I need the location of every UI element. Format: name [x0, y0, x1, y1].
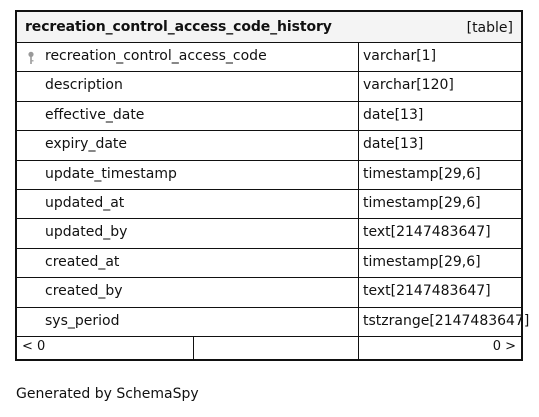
table-header — [17, 12, 521, 43]
column-name: created_by — [45, 283, 123, 300]
column-type-cell — [359, 102, 521, 130]
footer-spacer-cell — [194, 337, 359, 359]
table-type-label: [table] — [466, 20, 513, 36]
column-name-cell — [17, 249, 359, 277]
column-name-cell — [17, 161, 359, 189]
generator-note: Generated by SchemaSpy — [16, 386, 199, 402]
column-name-cell — [17, 190, 359, 218]
column-type: timestamp[29,6] — [363, 253, 481, 270]
column-row — [17, 249, 521, 278]
key-icon — [27, 51, 35, 65]
column-name: description — [45, 77, 123, 94]
column-row — [17, 72, 521, 101]
column-row — [17, 278, 521, 307]
column-row — [17, 102, 521, 131]
column-name: expiry_date — [45, 136, 128, 153]
parent-count-cell — [17, 337, 194, 359]
column-row — [17, 161, 521, 190]
column-row — [17, 43, 521, 72]
column-type: varchar[120] — [363, 77, 454, 94]
table-title: recreation_control_access_code_history — [25, 19, 332, 35]
child-count: 0 > — [492, 339, 516, 354]
column-type-cell — [359, 72, 521, 100]
column-type: tstzrange[2147483647] — [363, 312, 530, 329]
column-type-cell — [359, 249, 521, 277]
column-type: timestamp[29,6] — [363, 194, 481, 211]
column-type: timestamp[29,6] — [363, 165, 481, 182]
column-row — [17, 190, 521, 219]
column-name: update_timestamp — [45, 165, 177, 182]
column-type-cell — [359, 219, 521, 247]
column-name-cell — [17, 43, 359, 71]
column-row — [17, 308, 530, 337]
column-type: text[2147483647] — [363, 283, 491, 300]
parent-count: < 0 — [22, 339, 46, 354]
column-type-cell — [359, 278, 521, 306]
column-type-cell — [359, 131, 521, 159]
child-count-cell — [359, 337, 521, 359]
column-type-cell — [359, 43, 521, 71]
column-type-cell — [359, 161, 521, 189]
relationship-counts-row — [17, 337, 521, 359]
column-name: recreation_control_access_code — [45, 48, 267, 64]
column-row — [17, 131, 521, 160]
column-name: sys_period — [45, 312, 120, 329]
table-node — [15, 10, 530, 361]
column-name: updated_at — [45, 194, 125, 211]
column-name-cell — [17, 131, 359, 159]
column-name-cell — [17, 219, 359, 247]
column-name: updated_by — [45, 224, 128, 241]
column-type: varchar[1] — [363, 48, 437, 64]
column-type: date[13] — [363, 106, 424, 123]
column-type-cell — [359, 190, 521, 218]
column-name-cell — [17, 278, 359, 306]
column-list — [17, 43, 530, 337]
column-row — [17, 219, 521, 248]
column-name-cell — [17, 102, 359, 130]
column-name: created_at — [45, 253, 120, 270]
column-type-cell — [359, 308, 530, 336]
column-name-cell — [17, 72, 359, 100]
column-type: date[13] — [363, 136, 424, 153]
column-name-cell — [17, 308, 359, 336]
column-name: effective_date — [45, 106, 145, 123]
column-type: text[2147483647] — [363, 224, 491, 241]
